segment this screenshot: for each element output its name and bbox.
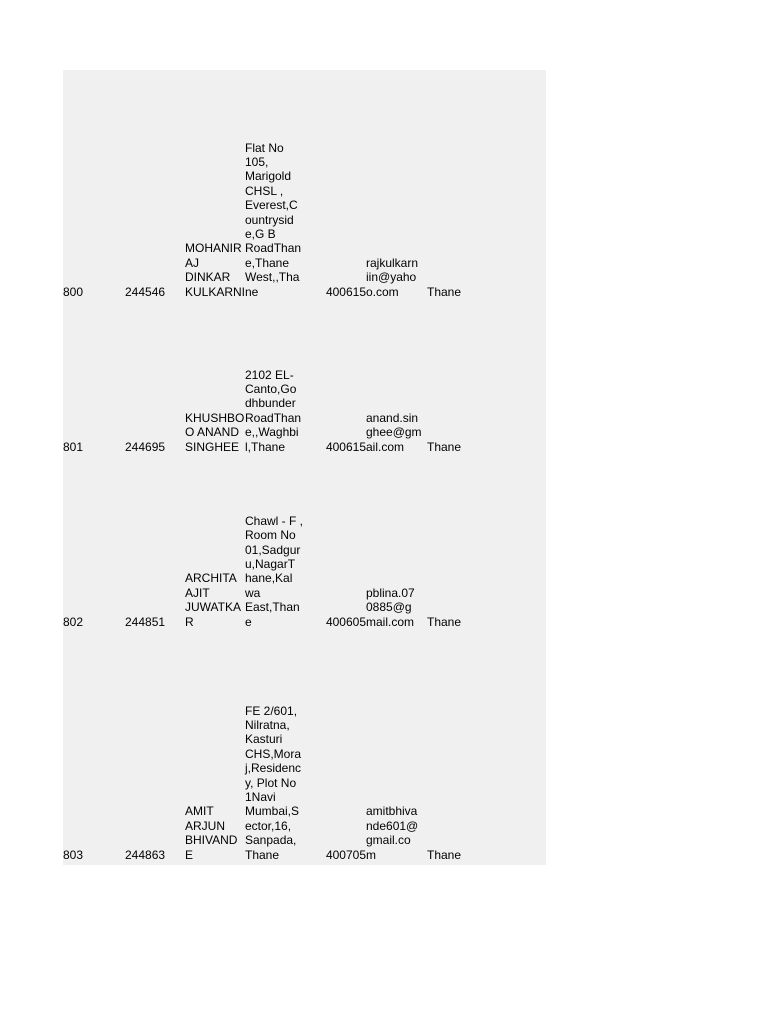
name-cell[interactable]: AMIT ARJUN BHIVAND E [185, 804, 238, 862]
serial-number-cell[interactable]: 803 [63, 847, 84, 862]
table-row [63, 299, 546, 454]
email-cell[interactable]: pblina.07 0885@g mail.com [366, 585, 415, 629]
email-cell[interactable]: anand.sin ghee@gm ail.com [366, 410, 422, 454]
email-cell[interactable]: rajkulkarn iin@yaho o.com [366, 255, 419, 299]
name-cell[interactable]: ARCHITA AJIT JUWATKA R [185, 571, 241, 629]
city-cell[interactable]: Thane [427, 284, 462, 299]
member-id-cell[interactable]: 244863 [125, 847, 166, 862]
member-id-cell[interactable]: 244546 [125, 284, 166, 299]
name-cell[interactable]: MOHANIR AJ DINKAR KULKARNI [185, 241, 246, 299]
address-cell[interactable]: 2102 EL- Canto,Go dhbunder RoadThan e,,Waghbi l,Thane [245, 367, 302, 454]
member-id-cell[interactable]: 244695 [125, 439, 166, 454]
address-cell[interactable]: Flat No 105, Marigold CHSL , Everest,C ountrysid e,G B RoadThan e,Thane West,,Tha ne [245, 140, 302, 299]
serial-number-cell[interactable]: 801 [63, 439, 84, 454]
name-cell[interactable]: KHUSHBO O ANAND SINGHEE [185, 410, 245, 454]
city-cell[interactable]: Thane [427, 614, 462, 629]
address-cell[interactable]: Chawl - F , Room No 01,Sadgur u,NagarT hane,Kal wa East,Than e [245, 513, 304, 629]
email-cell[interactable]: amitbhiva nde601@ gmail.co m [366, 804, 419, 862]
serial-number-cell[interactable]: 800 [63, 284, 84, 299]
member-id-cell[interactable]: 244851 [125, 614, 166, 629]
table-row [63, 629, 546, 862]
spreadsheet-region [63, 70, 546, 865]
pincode-cell[interactable]: 400605 [325, 614, 366, 629]
city-cell[interactable]: Thane [427, 847, 462, 862]
pincode-cell[interactable]: 400615 [325, 284, 366, 299]
pincode-cell[interactable]: 400615 [325, 439, 366, 454]
address-cell[interactable]: FE 2/601, Nilratna, Kasturi CHS,Mora j,Residenc y, Plot No 1Navi Mumbai,S ector,16, Sanpada, Thane [245, 703, 302, 862]
table-row [63, 70, 546, 299]
pincode-cell[interactable]: 400705 [325, 847, 366, 862]
table-row [63, 454, 546, 629]
city-cell[interactable]: Thane [427, 439, 462, 454]
serial-number-cell[interactable]: 802 [63, 614, 84, 629]
